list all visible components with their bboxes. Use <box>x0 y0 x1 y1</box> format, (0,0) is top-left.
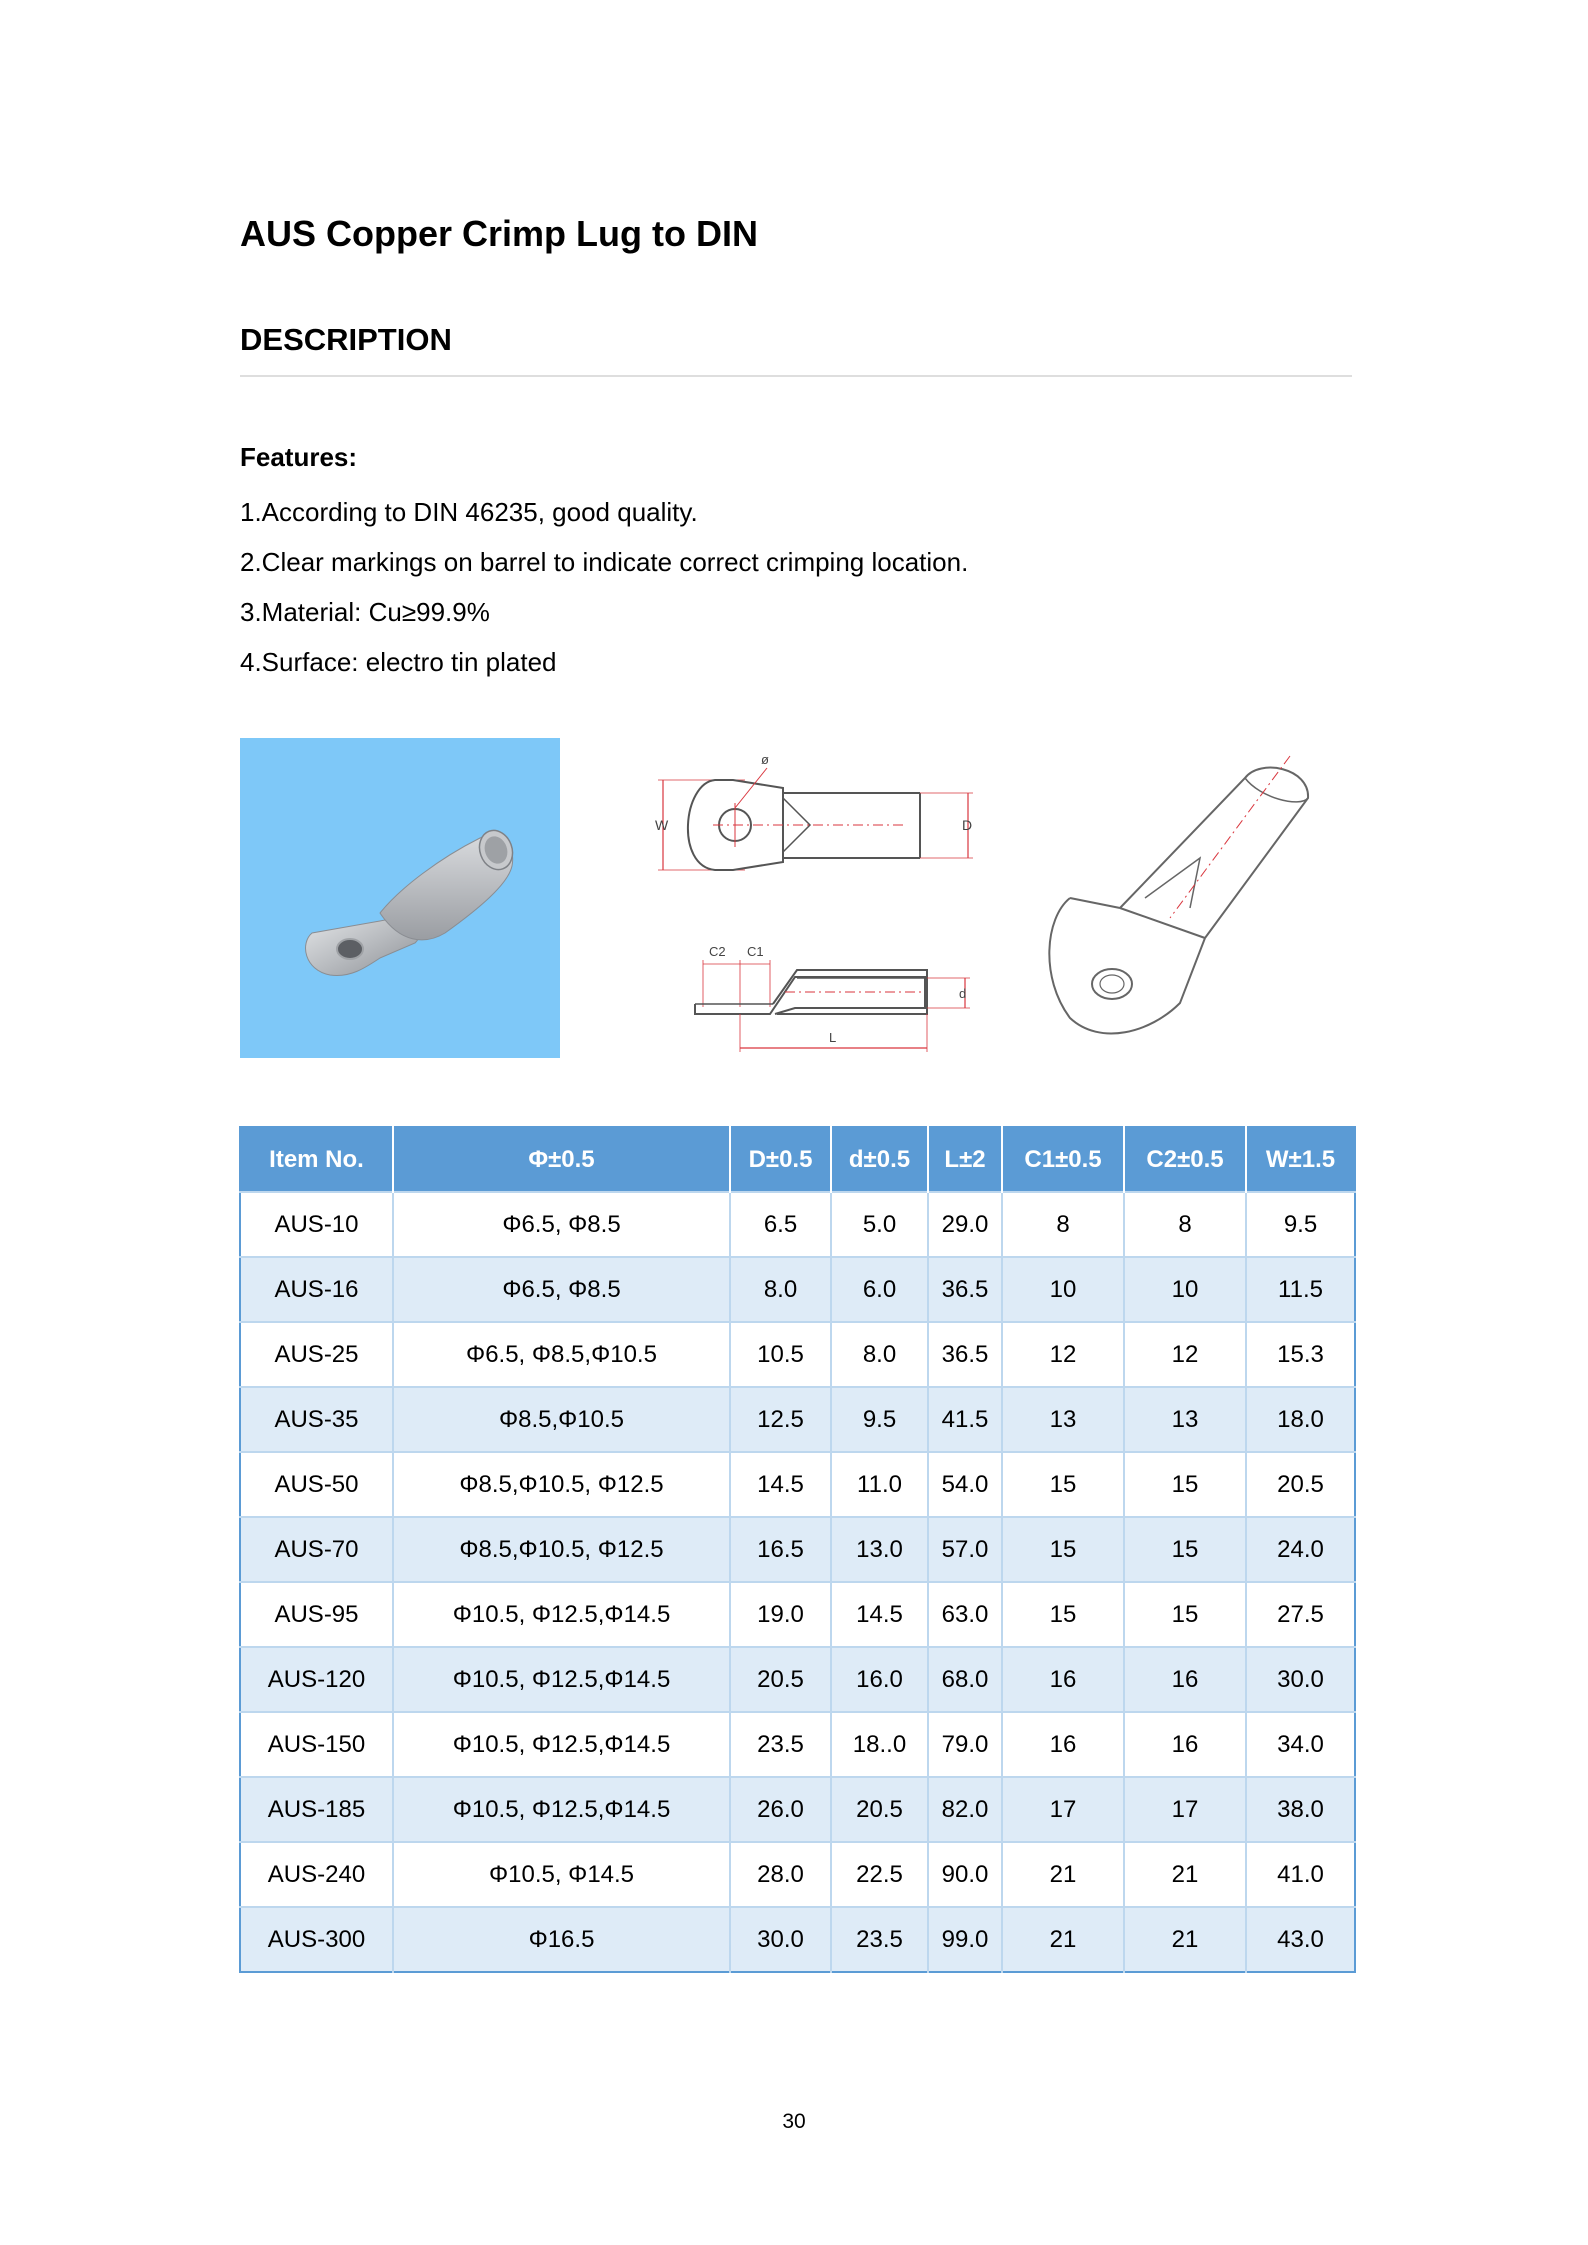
cell-inner-diameter: 8.0 <box>831 1322 928 1387</box>
cell-width: 34.0 <box>1246 1712 1355 1777</box>
cell-width: 41.0 <box>1246 1842 1355 1907</box>
drawing-label-c2: C2 <box>709 944 726 959</box>
cell-length: 54.0 <box>928 1452 1002 1517</box>
cell-outer-diameter: 14.5 <box>730 1452 831 1517</box>
cell-width: 38.0 <box>1246 1777 1355 1842</box>
drawing-label-c1: C1 <box>747 944 764 959</box>
cell-length: 36.5 <box>928 1322 1002 1387</box>
table-row <box>240 1842 1355 1907</box>
cell-length: 36.5 <box>928 1257 1002 1322</box>
cell-item-no: AUS-185 <box>240 1777 393 1842</box>
cell-c2: 10 <box>1124 1257 1246 1322</box>
cell-c2: 15 <box>1124 1452 1246 1517</box>
cell-inner-diameter: 16.0 <box>831 1647 928 1712</box>
cell-c1: 16 <box>1002 1647 1124 1712</box>
section-heading-description: DESCRIPTION <box>240 322 452 357</box>
table-row <box>240 1907 1355 1972</box>
cell-item-no: AUS-50 <box>240 1452 393 1517</box>
cell-hole-diameter: Φ8.5,Φ10.5, Φ12.5 <box>393 1452 730 1517</box>
table-body <box>240 1192 1355 1972</box>
cell-item-no: AUS-95 <box>240 1582 393 1647</box>
cell-item-no: AUS-300 <box>240 1907 393 1972</box>
features-list <box>240 487 968 687</box>
column-header-hole-diameter: Φ±0.5 <box>393 1127 730 1192</box>
cell-outer-diameter: 8.0 <box>730 1257 831 1322</box>
cell-hole-diameter: Φ10.5, Φ12.5,Φ14.5 <box>393 1777 730 1842</box>
drawing-label-inner-diameter: d <box>959 986 967 1001</box>
cell-inner-diameter: 5.0 <box>831 1192 928 1257</box>
cell-width: 27.5 <box>1246 1582 1355 1647</box>
table-row <box>240 1582 1355 1647</box>
cell-c1: 15 <box>1002 1452 1124 1517</box>
drawing-label-width: W <box>655 817 669 833</box>
cell-inner-diameter: 23.5 <box>831 1907 928 1972</box>
column-header-c2: C2±0.5 <box>1124 1127 1246 1192</box>
cell-length: 82.0 <box>928 1777 1002 1842</box>
table-header-row <box>240 1127 1355 1192</box>
cell-item-no: AUS-25 <box>240 1322 393 1387</box>
cell-item-no: AUS-10 <box>240 1192 393 1257</box>
cell-width: 20.5 <box>1246 1452 1355 1517</box>
cell-item-no: AUS-240 <box>240 1842 393 1907</box>
side-view-drawing <box>685 942 985 1062</box>
page-title: AUS Copper Crimp Lug to DIN <box>240 213 758 254</box>
table-row <box>240 1387 1355 1452</box>
cell-item-no: AUS-120 <box>240 1647 393 1712</box>
cell-inner-diameter: 11.0 <box>831 1452 928 1517</box>
cell-outer-diameter: 19.0 <box>730 1582 831 1647</box>
cell-hole-diameter: Φ6.5, Φ8.5 <box>393 1192 730 1257</box>
column-header-item-no: Item No. <box>240 1127 393 1192</box>
cell-width: 11.5 <box>1246 1257 1355 1322</box>
specification-table <box>239 1126 1356 1973</box>
cell-hole-diameter: Φ6.5, Φ8.5 <box>393 1257 730 1322</box>
perspective-view-drawing <box>1030 748 1340 1058</box>
top-view-drawing <box>655 748 985 898</box>
cell-c2: 13 <box>1124 1387 1246 1452</box>
cell-c2: 15 <box>1124 1517 1246 1582</box>
cell-inner-diameter: 9.5 <box>831 1387 928 1452</box>
cell-outer-diameter: 20.5 <box>730 1647 831 1712</box>
product-photo <box>240 738 560 1058</box>
features-title: Features: <box>240 442 358 472</box>
cell-c1: 21 <box>1002 1842 1124 1907</box>
cell-c2: 16 <box>1124 1647 1246 1712</box>
cell-inner-diameter: 20.5 <box>831 1777 928 1842</box>
cell-outer-diameter: 16.5 <box>730 1517 831 1582</box>
cell-length: 41.5 <box>928 1387 1002 1452</box>
cell-item-no: AUS-70 <box>240 1517 393 1582</box>
table-row <box>240 1777 1355 1842</box>
feature-item: 1.According to DIN 46235, good quality. <box>240 497 698 527</box>
section-divider <box>240 375 1352 377</box>
column-header-inner-diameter: d±0.5 <box>831 1127 928 1192</box>
cell-hole-diameter: Φ10.5, Φ14.5 <box>393 1842 730 1907</box>
cell-width: 30.0 <box>1246 1647 1355 1712</box>
cell-item-no: AUS-16 <box>240 1257 393 1322</box>
table-row <box>240 1712 1355 1777</box>
drawing-label-length: L <box>829 1030 837 1045</box>
crimp-lug-photo-icon <box>240 738 560 1058</box>
cell-width: 15.3 <box>1246 1322 1355 1387</box>
cell-hole-diameter: Φ8.5,Φ10.5, Φ12.5 <box>393 1517 730 1582</box>
cell-c1: 10 <box>1002 1257 1124 1322</box>
cell-c2: 12 <box>1124 1322 1246 1387</box>
cell-outer-diameter: 28.0 <box>730 1842 831 1907</box>
drawing-label-hole: ø <box>761 752 769 767</box>
cell-c2: 15 <box>1124 1582 1246 1647</box>
cell-outer-diameter: 26.0 <box>730 1777 831 1842</box>
cell-inner-diameter: 6.0 <box>831 1257 928 1322</box>
cell-hole-diameter: Φ6.5, Φ8.5,Φ10.5 <box>393 1322 730 1387</box>
table-row <box>240 1517 1355 1582</box>
cell-hole-diameter: Φ8.5,Φ10.5 <box>393 1387 730 1452</box>
cell-length: 79.0 <box>928 1712 1002 1777</box>
column-header-width: W±1.5 <box>1246 1127 1355 1192</box>
cell-length: 63.0 <box>928 1582 1002 1647</box>
cell-length: 57.0 <box>928 1517 1002 1582</box>
cell-c2: 8 <box>1124 1192 1246 1257</box>
cell-inner-diameter: 22.5 <box>831 1842 928 1907</box>
column-header-c1: C1±0.5 <box>1002 1127 1124 1192</box>
cell-c2: 21 <box>1124 1907 1246 1972</box>
cell-outer-diameter: 23.5 <box>730 1712 831 1777</box>
cell-width: 43.0 <box>1246 1907 1355 1972</box>
cell-c1: 16 <box>1002 1712 1124 1777</box>
cell-c1: 13 <box>1002 1387 1124 1452</box>
cell-outer-diameter: 10.5 <box>730 1322 831 1387</box>
table-row <box>240 1192 1355 1257</box>
cell-c2: 17 <box>1124 1777 1246 1842</box>
feature-item: 3.Material: Cu≥99.9% <box>240 597 490 627</box>
cell-width: 9.5 <box>1246 1192 1355 1257</box>
cell-c1: 15 <box>1002 1517 1124 1582</box>
cell-outer-diameter: 30.0 <box>730 1907 831 1972</box>
cell-length: 29.0 <box>928 1192 1002 1257</box>
table-row <box>240 1452 1355 1517</box>
page-number: 30 <box>782 2110 806 2133</box>
cell-c2: 21 <box>1124 1842 1246 1907</box>
feature-item: 2.Clear markings on barrel to indicate correct crimping location. <box>240 547 969 577</box>
cell-inner-diameter: 18..0 <box>831 1712 928 1777</box>
cell-length: 90.0 <box>928 1842 1002 1907</box>
cell-hole-diameter: Φ16.5 <box>393 1907 730 1972</box>
cell-hole-diameter: Φ10.5, Φ12.5,Φ14.5 <box>393 1712 730 1777</box>
cell-c1: 15 <box>1002 1582 1124 1647</box>
drawing-label-outer-diameter: D <box>962 817 973 833</box>
cell-inner-diameter: 13.0 <box>831 1517 928 1582</box>
cell-length: 99.0 <box>928 1907 1002 1972</box>
column-header-outer-diameter: D±0.5 <box>730 1127 831 1192</box>
table-row <box>240 1257 1355 1322</box>
cell-item-no: AUS-35 <box>240 1387 393 1452</box>
cell-width: 24.0 <box>1246 1517 1355 1582</box>
cell-c1: 12 <box>1002 1322 1124 1387</box>
cell-c1: 21 <box>1002 1907 1124 1972</box>
table-row <box>240 1322 1355 1387</box>
cell-outer-diameter: 6.5 <box>730 1192 831 1257</box>
feature-item: 4.Surface: electro tin plated <box>240 647 557 677</box>
cell-c1: 8 <box>1002 1192 1124 1257</box>
cell-c1: 17 <box>1002 1777 1124 1842</box>
table-row <box>240 1647 1355 1712</box>
cell-hole-diameter: Φ10.5, Φ12.5,Φ14.5 <box>393 1582 730 1647</box>
cell-item-no: AUS-150 <box>240 1712 393 1777</box>
cell-inner-diameter: 14.5 <box>831 1582 928 1647</box>
cell-c2: 16 <box>1124 1712 1246 1777</box>
cell-length: 68.0 <box>928 1647 1002 1712</box>
column-header-length: L±2 <box>928 1127 1002 1192</box>
cell-outer-diameter: 12.5 <box>730 1387 831 1452</box>
cell-hole-diameter: Φ10.5, Φ12.5,Φ14.5 <box>393 1647 730 1712</box>
cell-width: 18.0 <box>1246 1387 1355 1452</box>
